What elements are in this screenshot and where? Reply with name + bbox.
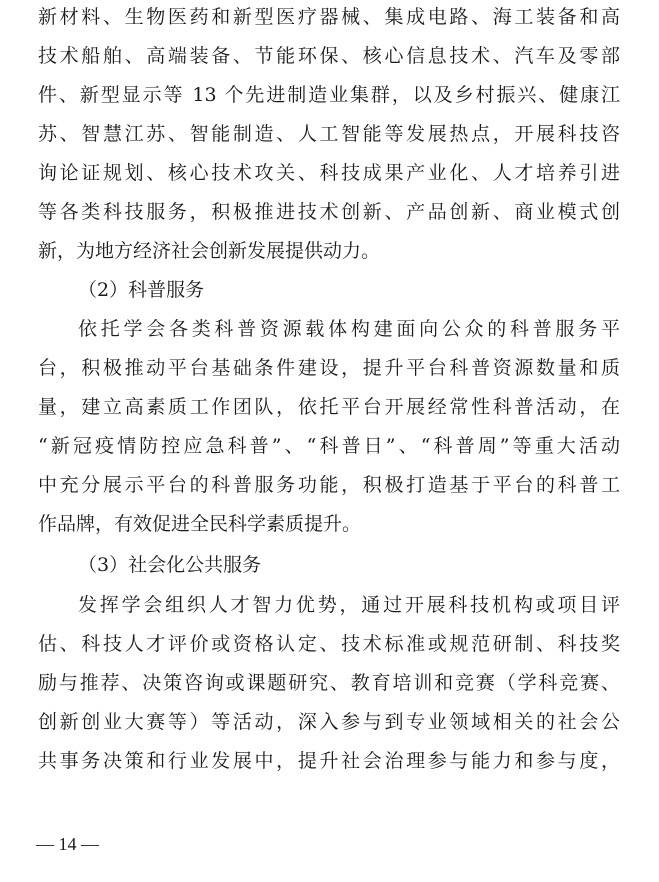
paragraph-line: 中充分展示平台的科普服务功能，积极打造基于平台的科普工 bbox=[38, 474, 620, 496]
page-number: — 14 — bbox=[36, 834, 99, 854]
paragraph-line: 作品牌，有效促进全民科学素质提升。 bbox=[38, 513, 362, 535]
paragraph-line: 创新创业大赛等）等活动，深入参与到专业领域相关的社会公 bbox=[38, 711, 620, 733]
section-heading: （2）科普服务 bbox=[78, 279, 205, 301]
paragraph-line: 新，为地方经济社会创新发展提供动力。 bbox=[38, 240, 381, 262]
paragraph-line: “新冠疫情防控应急科普”、“科普日”、“科普周”等重大活动 bbox=[38, 435, 620, 457]
paragraph-line: 新材料、生物医药和新型医疗器械、集成电路、海工装备和高 bbox=[38, 6, 620, 28]
paragraph-line: 件、新型显示等 13 个先进制造业集群，以及乡村振兴、健康江 bbox=[38, 84, 620, 106]
paragraph-line: 励与推荐、决策咨询或课题研究、教育培训和竞赛（学科竞赛、 bbox=[38, 672, 620, 694]
paragraph-line: 技术船舶、高端装备、节能环保、核心信息技术、汽车及零部 bbox=[38, 45, 620, 67]
paragraph-line: 苏、智慧江苏、智能制造、人工智能等发展热点，开展科技咨 bbox=[38, 123, 620, 145]
paragraph-line: 估、科技人才评价或资格认定、技术标准或规范研制、科技奖 bbox=[38, 633, 620, 655]
section-heading: （3）社会化公共服务 bbox=[78, 554, 262, 576]
paragraph-line: 发挥学会组织人才智力优势，通过开展科技机构或项目评 bbox=[78, 594, 620, 616]
paragraph-line: 台，积极推动平台基础条件建设，提升平台科普资源数量和质 bbox=[38, 357, 620, 379]
paragraph-line: 等各类科技服务，积极推进技术创新、产品创新、商业模式创 bbox=[38, 201, 620, 223]
paragraph-line: 询论证规划、核心技术攻关、科技成果产业化、人才培养引进 bbox=[38, 162, 620, 184]
paragraph-line: 共事务决策和行业发展中，提升社会治理参与能力和参与度， bbox=[38, 750, 620, 772]
paragraph-line: 量，建立高素质工作团队，依托平台开展经常性科普活动，在 bbox=[38, 396, 620, 418]
paragraph-line: 依托学会各类科普资源载体构建面向公众的科普服务平 bbox=[78, 318, 620, 340]
